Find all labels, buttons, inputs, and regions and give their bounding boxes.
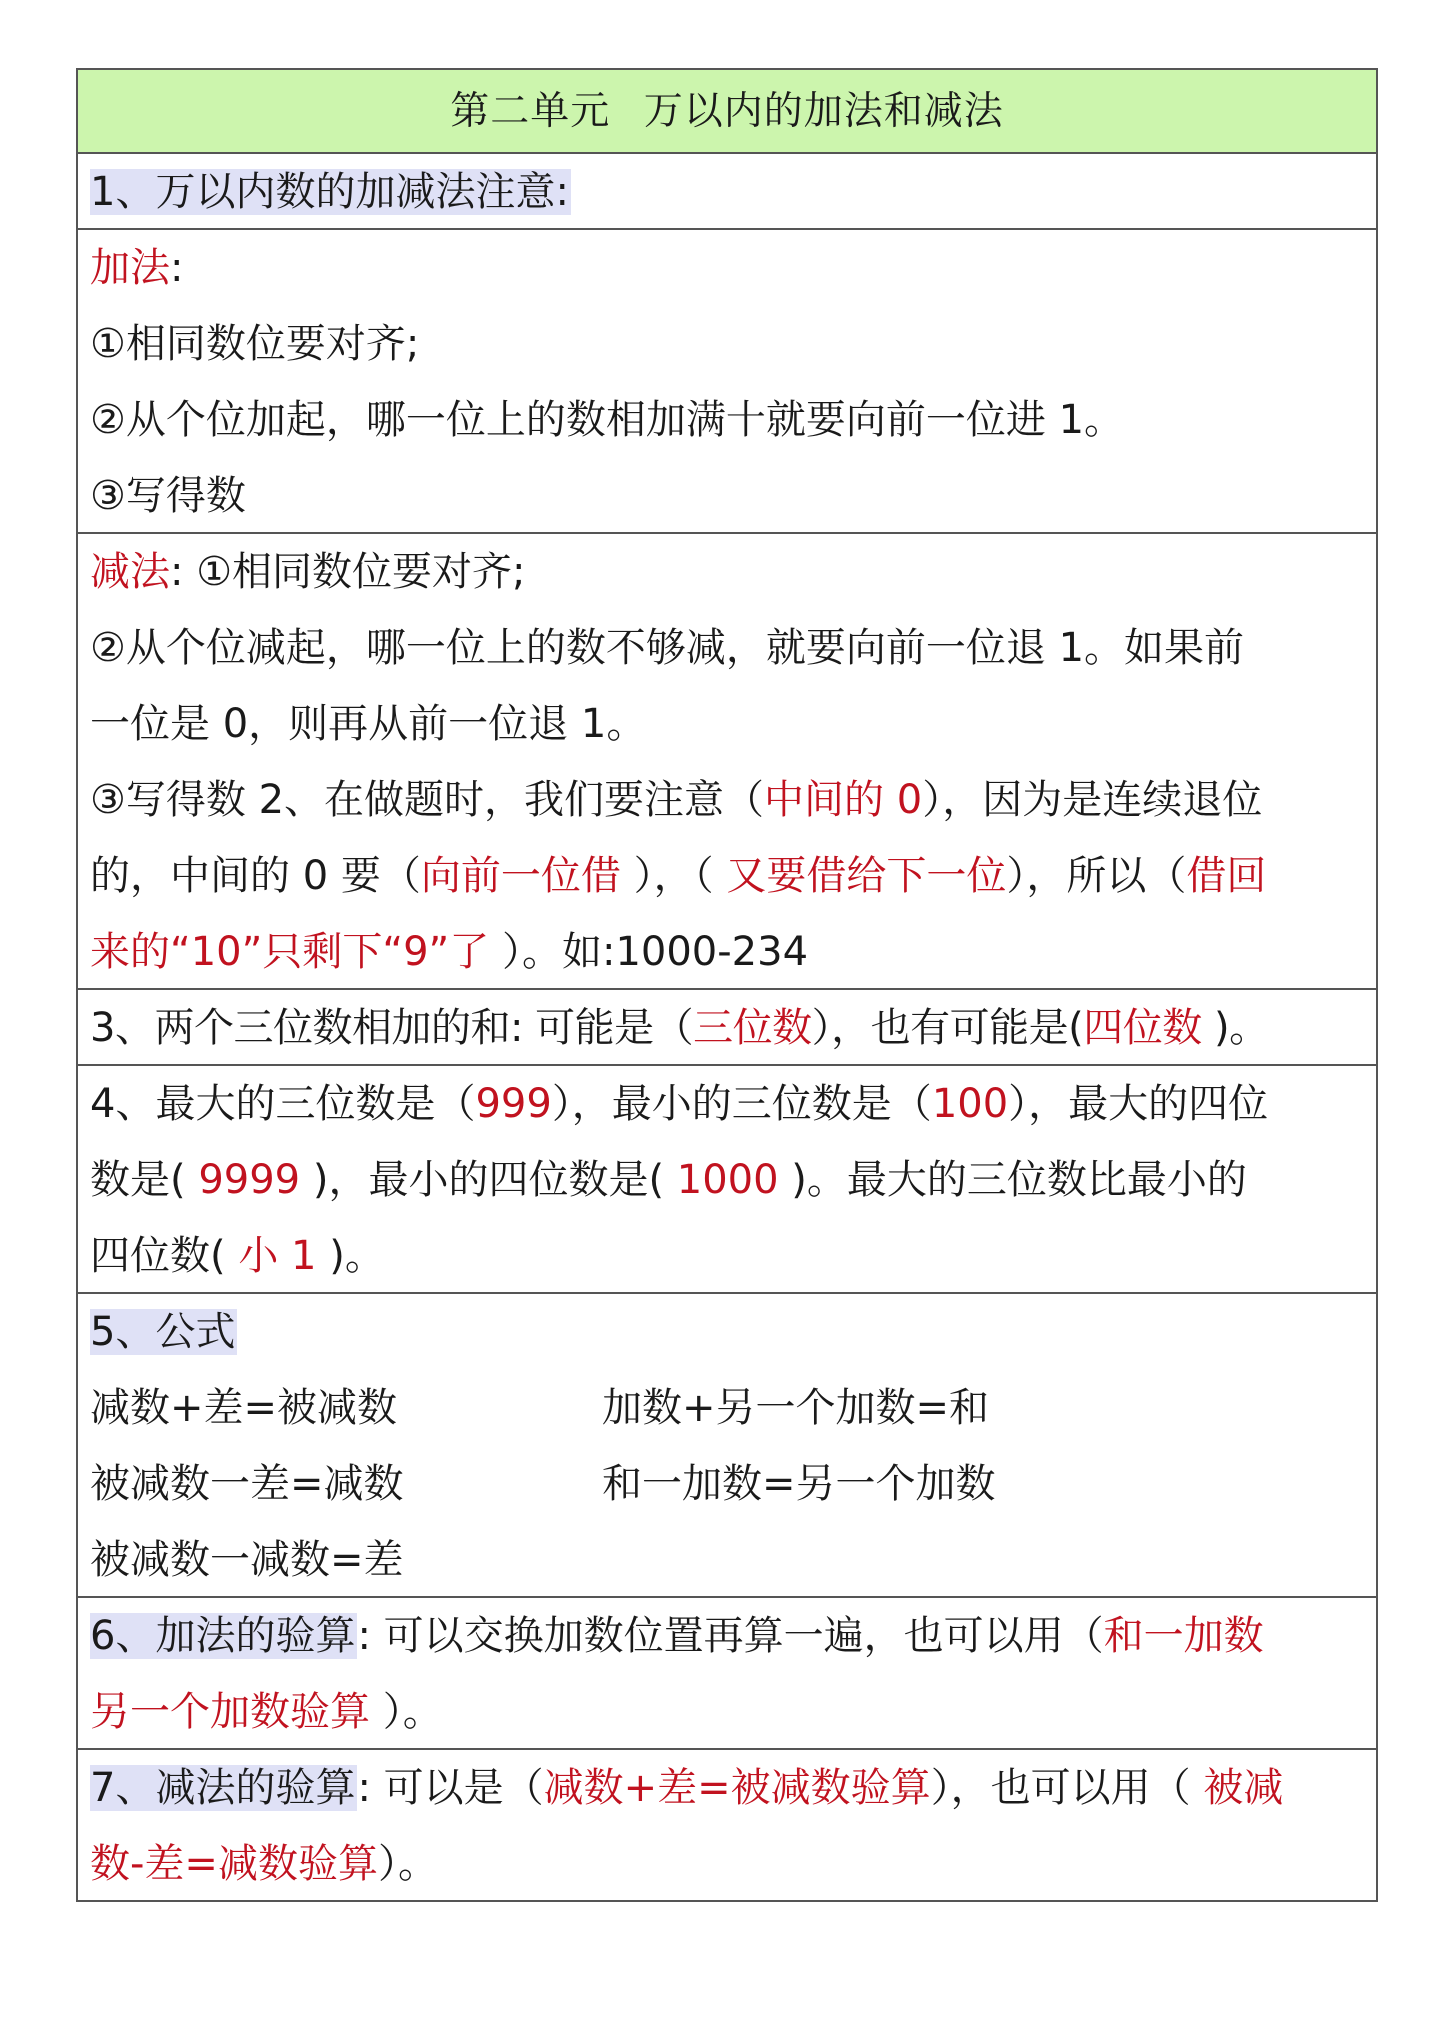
section-addition-check (78, 1598, 1376, 1750)
formula-row-1: 减数+差=被减数 加数+另一个加数=和 (90, 1385, 990, 1431)
notes-table (76, 68, 1378, 1902)
addition-rule-1: ①相同数位要对齐; (90, 321, 420, 367)
addition-label-line: 加法: (90, 245, 184, 291)
addition-rule-2: ②从个位加起，哪一位上的数相加满十就要向前一位进 1。 (90, 397, 1125, 443)
formula-row-2: 被减数一差=减数 和一加数=另一个加数 (90, 1461, 996, 1507)
max-min-line-2: 数是( 9999 )，最小的四位数是( 1000 )。最大的三位数比最小的 (90, 1157, 1247, 1203)
subtraction-check-line-1: 7、减法的验算: 可以是（减数+差=被减数验算），也可以用（ 被减 (90, 1765, 1284, 1811)
addition-label: 加法 (90, 245, 170, 291)
title-row (78, 70, 1376, 154)
section-subtraction-check (78, 1750, 1376, 1902)
subtraction-check-line-2: 数-差=减数验算）。 (90, 1841, 438, 1887)
section-addition (78, 230, 1376, 534)
section-1-heading: 1、万以内数的加减法注意: (90, 169, 569, 215)
subtraction-line-1: 减法: ①相同数位要对齐; (90, 549, 526, 595)
subtraction-label: 减法 (90, 549, 170, 595)
formulas-heading: 5、公式 (90, 1309, 236, 1355)
section-1 (78, 154, 1376, 230)
max-min-line-3: 四位数( 小 1 )。 (90, 1233, 385, 1279)
subtraction-check-heading: 7、减法的验算 (90, 1765, 356, 1811)
section-subtraction (78, 534, 1376, 990)
max-min-line-1: 4、最大的三位数是（999），最小的三位数是（100），最大的四位 (90, 1081, 1269, 1127)
addition-rule-3: ③写得数 (90, 473, 246, 519)
section-3 (78, 990, 1376, 1066)
addition-check-line-1: 6、加法的验算: 可以交换加数位置再算一遍，也可以用（和一加数 (90, 1613, 1264, 1659)
subtraction-line-4: ③写得数 2、在做题时，我们要注意（中间的 0），因为是连续退位 (90, 777, 1263, 823)
subtraction-line-6: 来的“10”只剩下“9”了 ）。如:1000-234 (90, 929, 809, 975)
formula-row-3: 被减数一减数=差 (90, 1537, 404, 1583)
page-title: 第二单元 万以内的加法和减法 (450, 89, 1004, 134)
section-formulas (78, 1294, 1376, 1598)
subtraction-line-3: 一位是 0，则再从前一位退 1。 (90, 701, 647, 747)
section-4 (78, 1066, 1376, 1294)
addition-check-line-2: 另一个加数验算 ）。 (90, 1689, 443, 1735)
subtraction-line-5: 的，中间的 0 要（向前一位借 ），（ 又要借给下一位），所以（借回 (90, 853, 1267, 899)
subtraction-line-2: ②从个位减起，哪一位上的数不够减，就要向前一位退 1。如果前 (90, 625, 1245, 671)
addition-check-heading: 6、加法的验算 (90, 1613, 356, 1659)
three-digit-sum-line: 3、两个三位数相加的和: 可能是（三位数），也有可能是(四位数 )。 (90, 1005, 1269, 1051)
